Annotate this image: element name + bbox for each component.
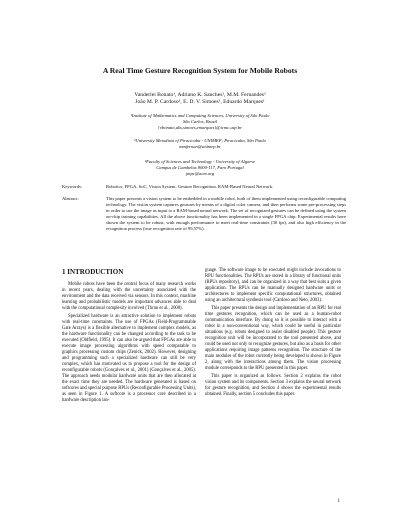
- affiliation-3-institution: ³Faculty of Sciences and Technology - University of Algarve: [144, 159, 256, 164]
- abstract-text: This paper presents a vision system to be embedded in a mobile robot, both of them implemented using reconfigurable computing technology. The vision system captures gestures by means of a digital color camera, and then performs some pre-processing steps in order to use the image as input to a RAM-based neural network. The set of recognized gestures can be defined using the system on-chip training capabilities. All the above functionality has been implemented in a single FPGA chip. Experimental results have shown the system to be robust, with enough performance to meet real-time constraints (30 fps), and also high efficiency in the recognition process (true recognition rate of 99.57%).: [106, 196, 346, 231]
- affiliation-3: [0, 159, 400, 177]
- intro-paragraph-3: This paper presents the design and implementation of an RPU for real time gestures recognition, which can be used as a human-robot communication interface. By doing so it is possible to interact with a robot in a non-conventional way, which could be useful in particular situations (e.g. robots designed to assist disabled people). This gesture recognition unit will be incorporated to the tool presented above, and could be used not only to recognize gestures, but also as a basis for other applications requiring image patterns recognition. The structure of the main modules of the robot currently being developed is shown in Figure 2, along with the interactions among them. The vision processing module corresponds to the RPU presented in this paper.: [205, 306, 341, 371]
- author-list: [0, 92, 400, 106]
- affiliation-3-address: Campus de Gambelas 8000-117, Faro Portugal: [156, 165, 244, 170]
- authors-line-2: João M. P. Cardoso³, E. D. V. Simoes¹, Eduardo Marques¹: [135, 99, 265, 106]
- affiliation-1-institution: ¹Institute of Mathematics and Computing Sciences, University of São Paulo: [130, 113, 270, 118]
- affiliation-2-email: mmfernan@unimep.br: [179, 144, 221, 149]
- affiliation-1-city: São Carlos, Brazil: [182, 119, 218, 124]
- intro-paragraph-2: Specialized hardware is an attractive solution to implement robots with real-time constraints. The use of FPGAs (Field-Programmable Gate Arrays) is a flexible alternative to implement complex models, as the hardware functionality can be changed according to the task to be executed (Oldfield, 1995). It can also be argued that FPGAs are able to execute image processing algorithms with speed comparable to graphics processing custom chips (Zenick, 2002). However, designing and programming such a specialized hardware can still be very complex, which has motivated us to propose a tool for the design of reconfigurable robots (Gonçalves et al., 2001) (Gonçalves et al., 2005). The approach needs modular hardware units that are then allocated at the exact time they are needed. The hardware generated is based on softcores and special purpose RPUs (Reconfigurable Processing Units), as seen in Figure 1. A softcore is a processor core described in a hardware description lan-: [62, 314, 196, 403]
- intro-paragraph-2-continued: guage. The software image to be executed might include invocations to RPU functionalities. The RPUs are stored in a library of functional units (RPUs repository), and can be organized in a way that best suits a given application. The RPUs can be manually designed hardware units or architectures to implement specific computational structures, obtained using an architectural synthesis tool (Cardoso and Neto, 2003).: [205, 268, 341, 303]
- abstract-label: Abstract:: [62, 196, 79, 201]
- intro-paragraph-1: Mobile robots have been the central focus of many research works in recent years, dealing with the uncertainty associated with the environment and the data received via sensors. In this context, machine learning and probabilistic models are important advances able to deal with the computational complexity involved (Thrun et al., 2000).: [62, 282, 196, 311]
- affiliation-3-email: jmpc@acm.org: [185, 171, 215, 176]
- keywords-label: Keywords:: [62, 184, 83, 189]
- keywords-text: Robotics, FPGA, SoC, Vision System, Gesture Recognition, RAM-Based Neural Network.: [106, 184, 274, 189]
- affiliation-1-email: {vbonato,aks,simoes,emarques}@icmc.usp.br: [158, 125, 242, 130]
- left-column: [62, 282, 196, 406]
- affiliation-2-institution: ²University Metodista of Piracicaba - UNIMEP; Piracicaba, São Paulo: [134, 138, 266, 143]
- intro-paragraph-4: This paper is organized as follows. Section 2 explains the robot vision system and its components. Section 3 explains the neural network for gesture recognition, and Section 4 shows the experimental results obtained. Finally, section 5 concludes this paper.: [205, 374, 341, 397]
- abstract-row: [62, 196, 346, 262]
- right-column: [205, 268, 341, 400]
- affiliation-1: [0, 113, 400, 131]
- keywords-row: [62, 184, 346, 192]
- authors-line-1: Vanderlei Bonato¹, Adriano K. Sanches¹, M.M. Fernandes²: [134, 92, 266, 98]
- page-number: 1: [337, 499, 340, 504]
- affiliation-2: [0, 138, 400, 150]
- paper-title: A Real Time Gesture Recognition System for Mobile Robots: [102, 66, 298, 75]
- section-heading-introduction: 1 INTRODUCTION: [62, 268, 124, 276]
